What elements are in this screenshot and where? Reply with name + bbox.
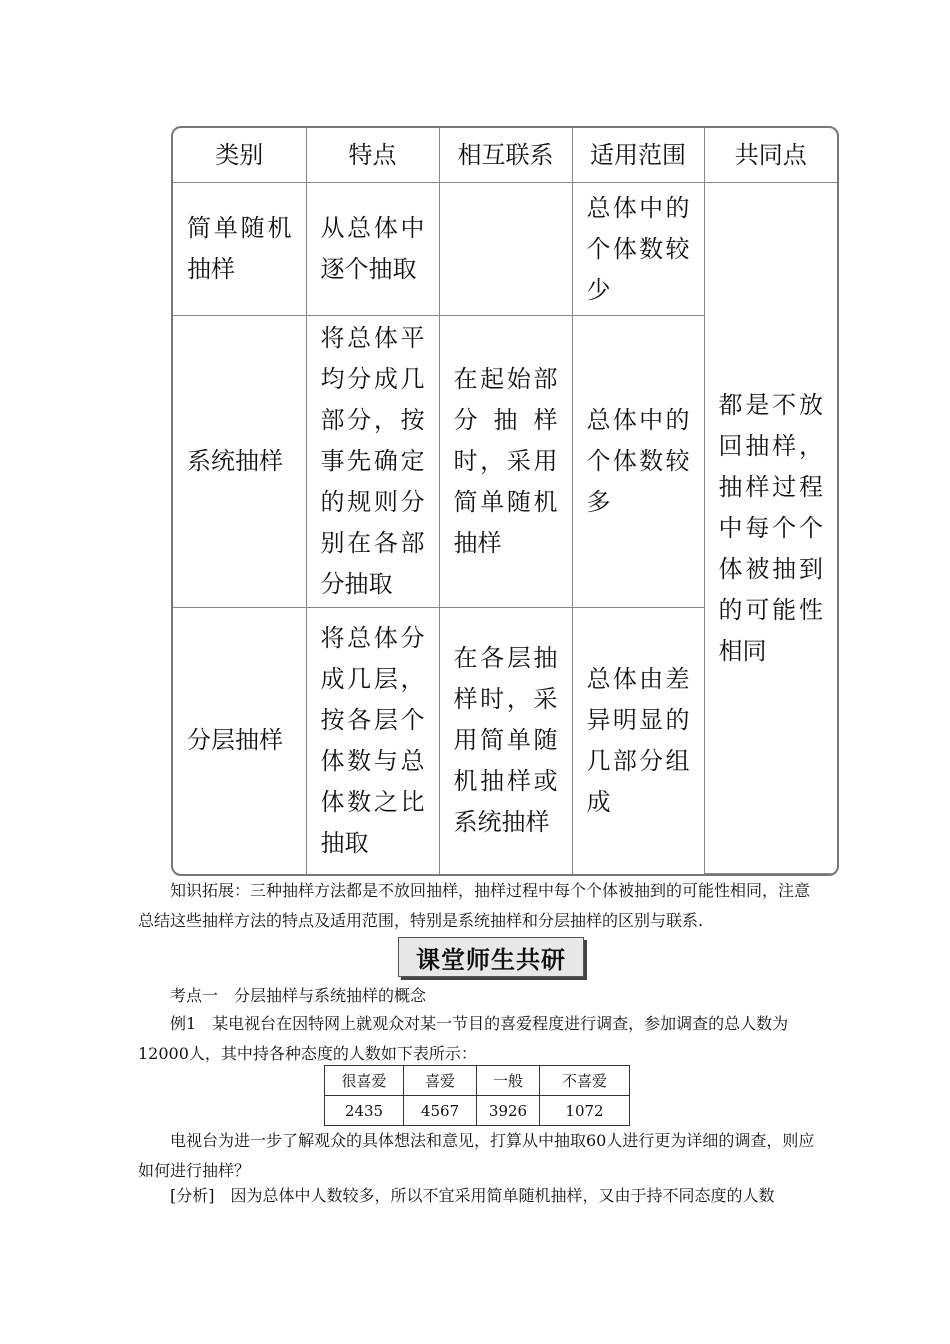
row-scope: 总体由差异明显的几部分组成 [572, 607, 704, 873]
attitude-table [324, 1065, 630, 1126]
section-banner [398, 937, 584, 977]
attitude-header-row [325, 1066, 630, 1096]
banner-text: 课堂师生共研 [416, 945, 566, 974]
attitude-header: 不喜爱 [540, 1066, 630, 1096]
row-feature: 将总体平均分成几部分，按事先确定的规则分别在各部分抽取 [306, 316, 439, 607]
table-row [173, 183, 837, 316]
row-relation [439, 183, 572, 316]
attitude-header: 很喜爱 [325, 1066, 404, 1096]
attitude-value: 4567 [404, 1096, 477, 1126]
header-scope: 适用范围 [572, 128, 704, 183]
row-category: 系统抽样 [173, 316, 306, 607]
row-relation: 在起始部分抽样时，采用简单随机抽样 [439, 316, 572, 607]
header-relation: 相互联系 [439, 128, 572, 183]
common-cell: 都是不放回抽样，抽样过程中每个个体被抽到的可能性相同 [704, 183, 837, 874]
header-feature: 特点 [306, 128, 439, 183]
row-feature: 将总体分成几层，按各层个体数与总体数之比抽取 [306, 607, 439, 873]
knowledge-extension: 知识拓展：三种抽样方法都是不放回抽样，抽样过程中每个个体被抽到的可能性相同，注意总结这些抽样方法的特点及适用范围，特别是系统抽样和分层抽样的区别与联系. [138, 881, 811, 930]
analysis-text: [分析] 因为总体中人数较多，所以不宜采用简单随机抽样，又由于持不同态度的人数 [170, 1186, 775, 1205]
row-scope: 总体中的个体数较少 [572, 183, 704, 316]
attitude-header: 一般 [477, 1066, 540, 1096]
question-text: 电视台为进一步了解观众的具体想法和意见，打算从中抽取60人进行更为详细的调查，则应如何进行抽样？ [138, 1131, 815, 1180]
row-category: 分层抽样 [173, 607, 306, 873]
table-header-row [173, 128, 837, 183]
header-common: 共同点 [704, 128, 837, 183]
attitude-value: 2435 [325, 1096, 404, 1126]
example-text: 例1 某电视台在因特网上就观众对某一节目的喜爱程度进行调查，参加调查的总人数为12000人，其中持各种态度的人数如下表所示： [138, 1014, 789, 1063]
header-category: 类别 [173, 128, 306, 183]
attitude-value: 3926 [477, 1096, 540, 1126]
row-category: 简单随机抽样 [173, 183, 306, 316]
sampling-comparison-table [171, 126, 839, 876]
attitude-value: 1072 [540, 1096, 630, 1126]
kaodian-heading: 考点一 分层抽样与系统抽样的概念 [170, 986, 427, 1005]
attitude-value-row [325, 1096, 630, 1126]
row-relation: 在各层抽样时，采用简单随机抽样或系统抽样 [439, 607, 572, 873]
attitude-header: 喜爱 [404, 1066, 477, 1096]
row-feature: 从总体中逐个抽取 [306, 183, 439, 316]
row-scope: 总体中的个体数较多 [572, 316, 704, 607]
